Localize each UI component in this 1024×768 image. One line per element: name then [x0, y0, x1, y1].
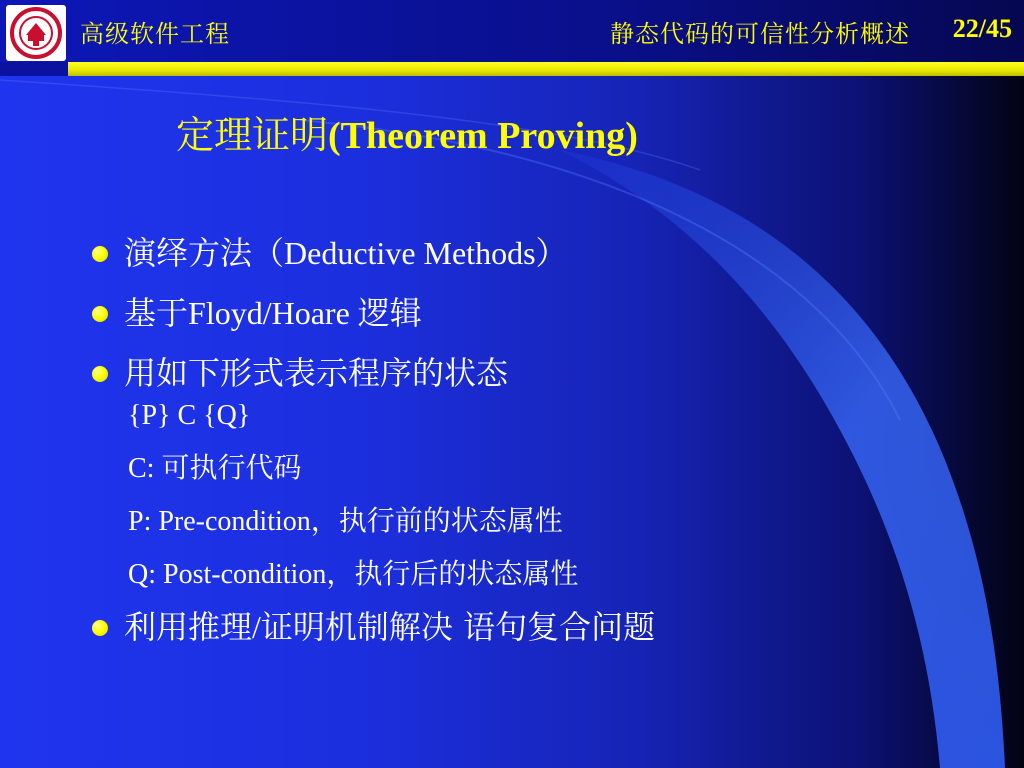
bullet-text-cn: 演绎方法（ — [124, 234, 285, 272]
bullet-text-cn-end: 证明机制解决 语句复合问题 — [260, 608, 656, 646]
detail-text-en: {P} C {Q} — [128, 400, 251, 431]
bullet-dot-icon — [92, 366, 108, 382]
bullet-text-cn: 利用推理 — [124, 608, 253, 646]
detail-text-en: C: — [128, 453, 162, 484]
bullet-text-cn: 用如下形式表示程序的状态 — [124, 354, 509, 392]
bullet-text-en: Floyd/Hoare — [188, 295, 358, 331]
slide-title-cn: 定理证明 — [176, 113, 329, 157]
bullet-dot-icon — [92, 246, 108, 262]
detail-line — [128, 557, 578, 592]
detail-text-cn: ，执行后的状态属性 — [326, 557, 579, 590]
header-rule — [68, 62, 1024, 76]
bullet-text-en: Deductive Methods — [284, 235, 536, 271]
detail-text-cn: ，执行前的状态属性 — [310, 504, 563, 537]
bullet-text-en: / — [252, 609, 261, 645]
bullet-text-cn-end: 逻辑 — [357, 294, 422, 332]
bullet-dot-icon — [92, 306, 108, 322]
detail-line — [128, 504, 563, 539]
bullet-text-cn: 基于 — [124, 294, 189, 332]
page-number: 22/45 — [952, 14, 1012, 43]
slide-title — [176, 112, 638, 160]
header-bar — [0, 0, 1024, 62]
slide-title-en: (Theorem Proving) — [328, 115, 638, 157]
bullet-dot-icon — [92, 620, 108, 636]
course-title: 高级软件工程 — [80, 20, 230, 48]
bullet-text-cn-end: ） — [535, 234, 568, 272]
university-seal-icon — [6, 5, 66, 61]
slide-subject: 静态代码的可信性分析概述 — [610, 20, 910, 48]
detail-text-en: P: Pre-condition — [128, 506, 311, 537]
detail-line — [128, 451, 301, 486]
detail-line — [128, 398, 250, 433]
header-rule-left — [0, 62, 68, 76]
detail-text-cn: 可执行代码 — [161, 451, 302, 484]
detail-text-en: Q: Post-condition — [128, 559, 327, 590]
